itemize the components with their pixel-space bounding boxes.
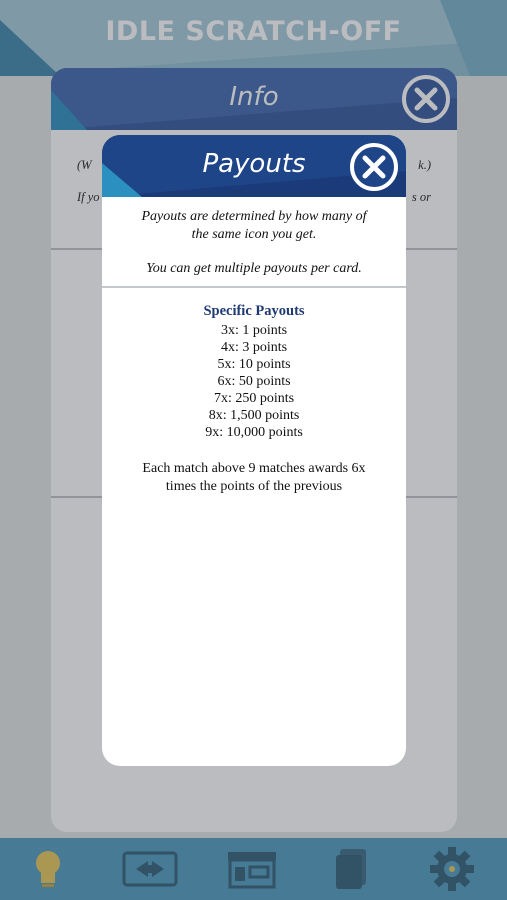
payout-item: 4x: 3 points xyxy=(220,340,288,355)
payout-item: 5x: 10 points xyxy=(217,357,291,372)
info-text-line: If yo xyxy=(77,190,100,204)
specific-payouts-title: Specific Payouts xyxy=(203,303,305,319)
close-icon[interactable] xyxy=(349,142,399,192)
footnote-line: times the points of the previous xyxy=(165,479,343,494)
payouts-modal xyxy=(102,135,406,766)
payout-list xyxy=(102,322,406,441)
modal-title: Payouts xyxy=(202,149,306,179)
payout-item: 9x: 10,000 points xyxy=(205,425,303,440)
info-text-line: k.) xyxy=(418,158,431,172)
payout-item: 3x: 1 points xyxy=(220,323,288,338)
app-title: IDLE SCRATCH-OFF xyxy=(105,16,402,47)
footnote-line: Each match above 9 matches awards 6x xyxy=(142,461,366,476)
info-text-line: s or xyxy=(411,190,431,204)
modal-divider xyxy=(102,286,406,288)
payout-item: 8x: 1,500 points xyxy=(208,408,300,423)
payout-item: 6x: 50 points xyxy=(217,374,291,389)
payouts-footnote xyxy=(122,460,386,496)
modal-header xyxy=(102,135,406,197)
info-text-line: (W xyxy=(77,158,92,172)
info-title: Info xyxy=(229,82,279,112)
intro-line: the same icon you get. xyxy=(191,227,317,242)
multiple-payouts-note: You can get multiple payouts per card. xyxy=(146,261,362,276)
payouts-intro xyxy=(118,208,390,244)
intro-line: Payouts are determined by how many of xyxy=(141,209,367,224)
payout-item: 7x: 250 points xyxy=(213,391,295,406)
